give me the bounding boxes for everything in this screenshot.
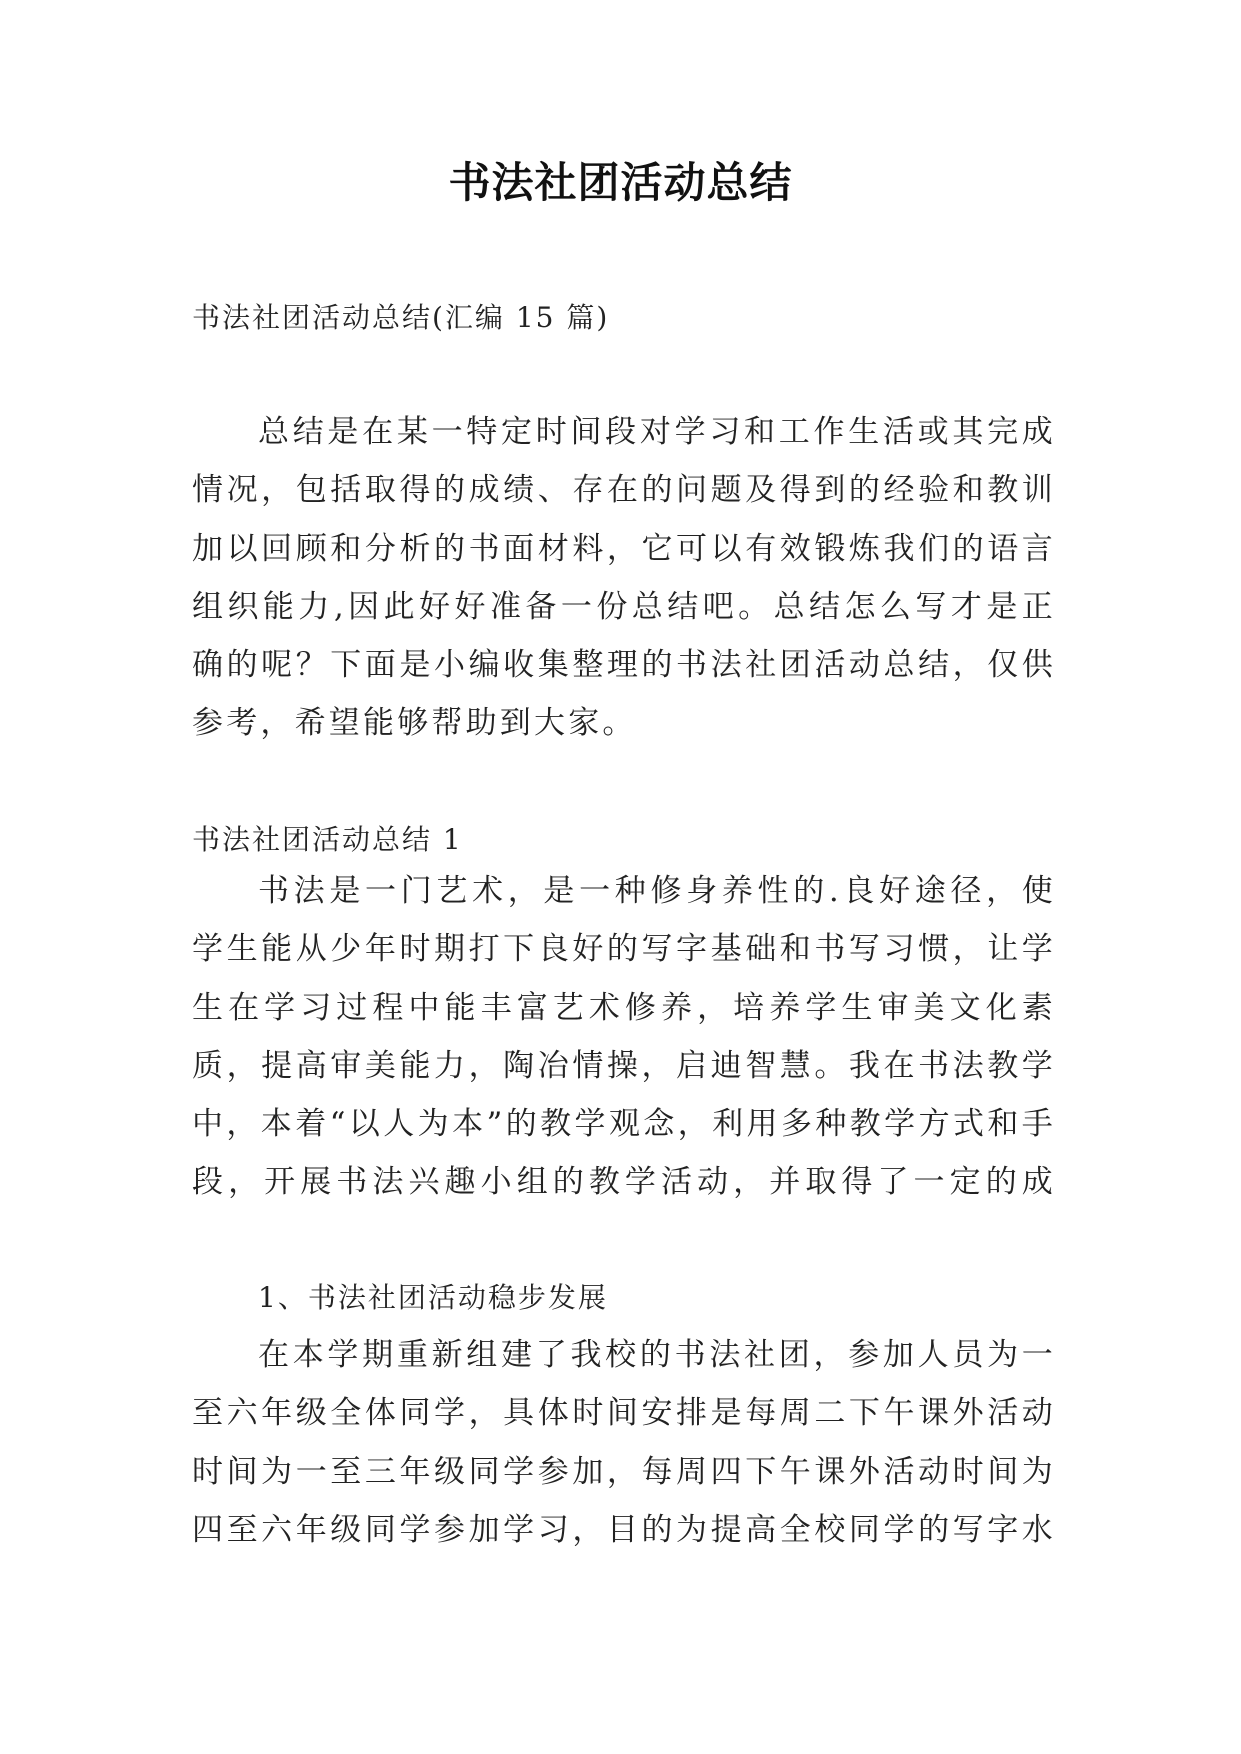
document-title: 书法社团活动总结	[448, 158, 793, 207]
document-subtitle: 书法社团活动总结(汇编 15 篇)	[192, 301, 610, 334]
section-paragraph: 书法是一门艺术，是一种修身养性的.良好途径，使学生能从少年时期打下良好的写字基础和书写习惯，让学生在学习过程中能丰富艺术修养，培养学生审美文化素质，提高审美能力，陶冶情操，启迪智慧。我在书法教学中，本着“以人为本”的教学观念，利用多种教学方式和手段，开展书法兴趣小组的教学活动，并取得了一定的成	[192, 873, 1056, 1201]
section-heading: 书法社团活动总结 1	[192, 823, 463, 856]
item-paragraph: 在本学期重新组建了我校的书法社团，参加人员为一至六年级全体同学，具体时间安排是每周二下午课外活动时间为一至三年级同学参加，每周四下午课外活动时间为四至六年级同学参加学习，目的为提高全校同学的写字水	[192, 1337, 1056, 1548]
intro-paragraph: 总结是在某一特定时间段对学习和工作生活或其完成情况，包括取得的成绩、存在的问题及得到的经验和教训加以回顾和分析的书面材料，它可以有效锻炼我们的语言组织能力,因此好好准备一份总结吧。总结怎么写才是正确的呢？下面是小编收集整理的书法社团活动总结，仅供参考，希望能够帮助到大家。	[192, 414, 1056, 742]
item-heading: 1、书法社团活动稳步发展	[258, 1281, 608, 1314]
